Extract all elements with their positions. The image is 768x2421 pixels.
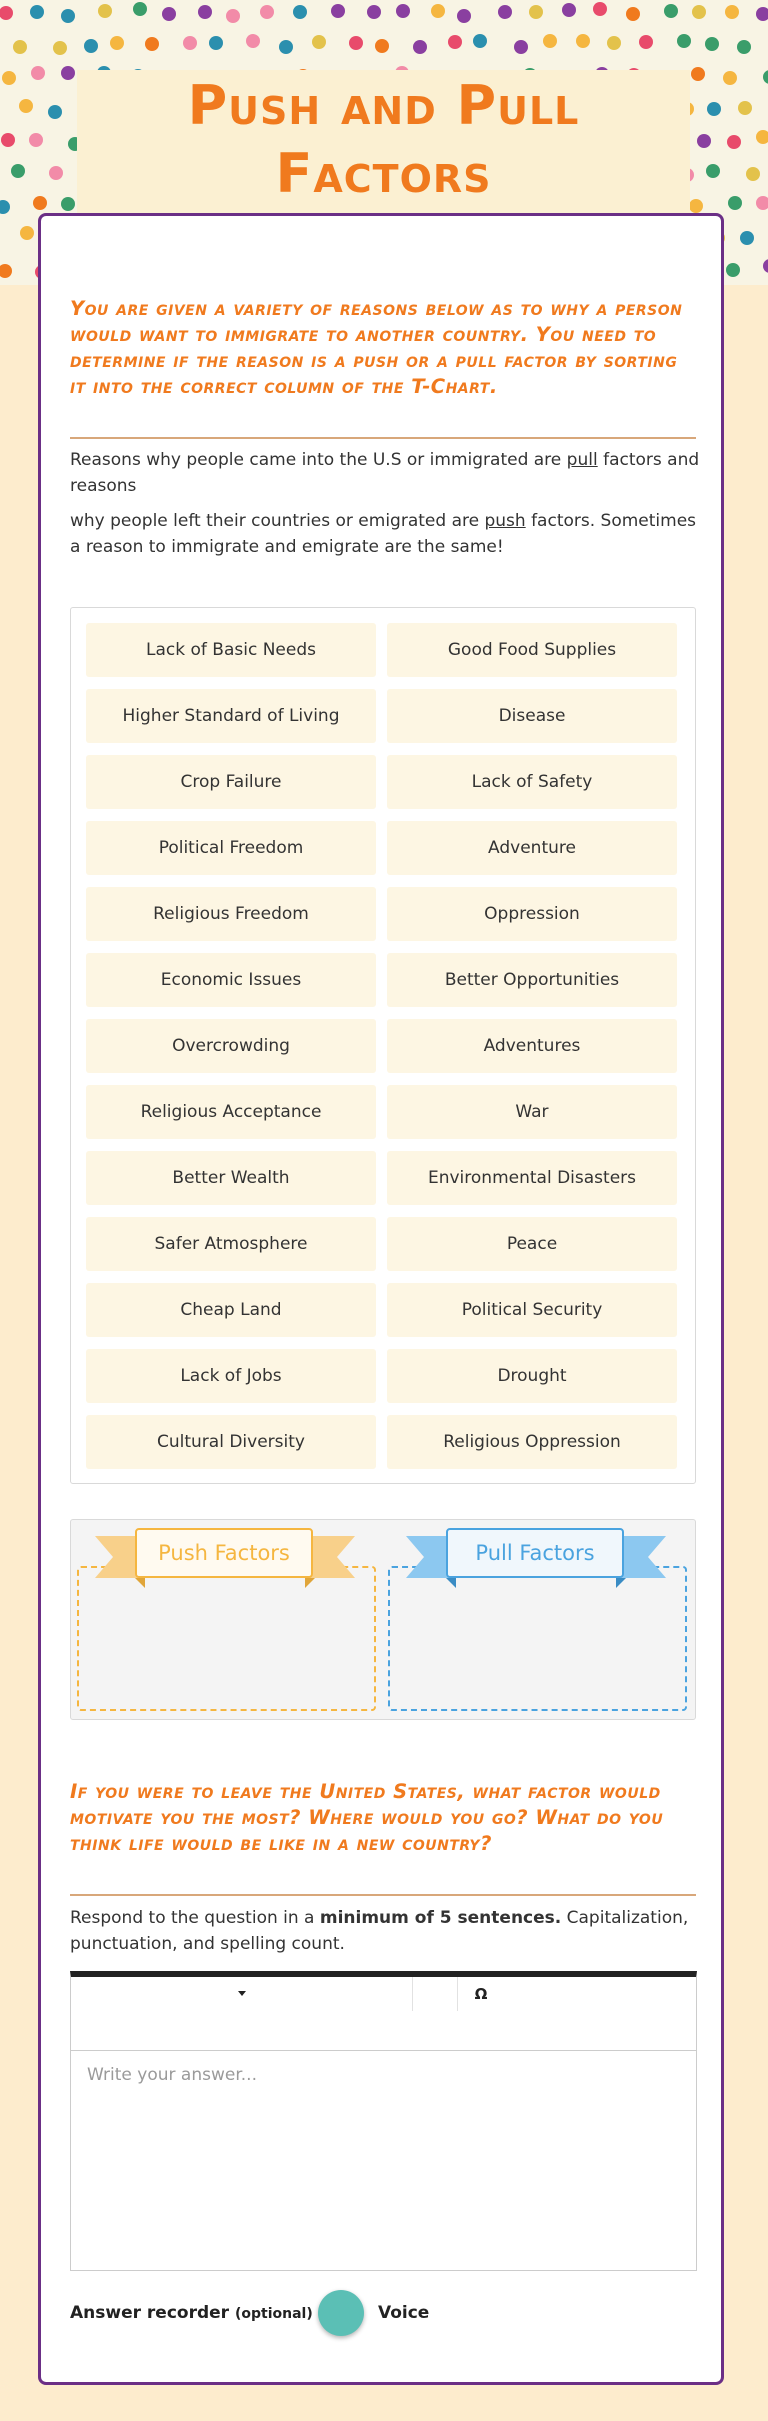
question-instructions: Respond to the question in a minimum of 5 sentences. Capitalization, punctuation, and spelling count. bbox=[70, 1908, 689, 1954]
polka-dot bbox=[431, 4, 445, 18]
polka-dot bbox=[279, 40, 293, 54]
polka-dot bbox=[20, 226, 34, 240]
draggable-reason-item[interactable]: Religious Oppression bbox=[387, 1415, 677, 1469]
draggable-reason-item[interactable]: Cultural Diversity bbox=[86, 1415, 376, 1469]
draggable-reason-item[interactable]: Higher Standard of Living bbox=[86, 689, 376, 743]
polka-dot bbox=[110, 36, 124, 50]
draggable-reason-item[interactable]: Drought bbox=[387, 1349, 677, 1403]
polka-dot bbox=[0, 200, 10, 214]
draggable-reason-item[interactable]: Religious Acceptance bbox=[86, 1085, 376, 1139]
draggable-reason-item[interactable]: Lack of Jobs bbox=[86, 1349, 376, 1403]
push-factors-label: Push Factors bbox=[135, 1528, 313, 1578]
draggable-reason-item[interactable]: Economic Issues bbox=[86, 953, 376, 1007]
sortable-items-bank bbox=[70, 607, 696, 1484]
record-voice-button[interactable] bbox=[318, 2290, 364, 2336]
toolbar-separator bbox=[457, 1977, 458, 2011]
recorder-label-group bbox=[70, 2303, 326, 2323]
answer-recorder bbox=[70, 2289, 696, 2339]
recorder-optional: (optional) bbox=[234, 2306, 313, 2322]
polka-dot bbox=[226, 9, 240, 23]
polka-dot bbox=[349, 36, 363, 50]
polka-dot bbox=[145, 37, 159, 51]
polka-dot bbox=[498, 5, 512, 19]
polka-dot bbox=[746, 167, 760, 181]
polka-dot bbox=[33, 196, 47, 210]
polka-dot bbox=[473, 34, 487, 48]
polka-dot bbox=[260, 5, 274, 19]
pull-factors-label: Pull Factors bbox=[446, 1528, 624, 1578]
polka-dot bbox=[756, 196, 768, 210]
polka-dot bbox=[607, 36, 621, 50]
polka-dot bbox=[30, 5, 44, 19]
polka-dot bbox=[312, 35, 326, 49]
polka-dot bbox=[728, 196, 742, 210]
polka-dot bbox=[2, 71, 16, 85]
polka-dot bbox=[756, 7, 768, 21]
polka-dot bbox=[293, 5, 307, 19]
polka-dot bbox=[689, 199, 703, 213]
polka-dot bbox=[756, 130, 768, 144]
polka-dot bbox=[707, 102, 721, 116]
polka-dot bbox=[13, 40, 27, 54]
polka-dot bbox=[98, 4, 112, 18]
polka-dot bbox=[61, 9, 75, 23]
editor-toolbar bbox=[70, 1971, 697, 2051]
keyword-push: push bbox=[484, 511, 526, 531]
polka-dot bbox=[375, 39, 389, 53]
instructions-heading: You are given a variety of reasons below as to why a person would want to immigrate to another country. You need to determine if the reason is a push or a pull factor by sorting it into the correct column of the T-Chart. bbox=[70, 297, 683, 398]
polka-dot bbox=[562, 3, 576, 17]
polka-dot bbox=[738, 101, 752, 115]
question-heading: If you were to leave the United States, what factor would motivate you the most? Where would you go? What do you think life would be like in a new country? bbox=[70, 1780, 664, 1855]
polka-dot bbox=[677, 34, 691, 48]
polka-dot bbox=[331, 4, 345, 18]
keyword-pull: pull bbox=[566, 450, 598, 470]
polka-dot bbox=[133, 2, 147, 16]
polka-dot bbox=[162, 7, 176, 21]
t-chart bbox=[70, 1519, 696, 1720]
polka-dot bbox=[763, 70, 768, 84]
question-divider bbox=[70, 1894, 696, 1896]
polka-dot bbox=[692, 5, 706, 19]
draggable-reason-item[interactable]: Environmental Disasters bbox=[387, 1151, 677, 1205]
draggable-reason-item[interactable]: Safer Atmosphere bbox=[86, 1217, 376, 1271]
draggable-reason-item[interactable]: Peace bbox=[387, 1217, 677, 1271]
polka-dot bbox=[0, 264, 12, 278]
caret-down-icon bbox=[237, 1991, 247, 1997]
draggable-reason-item[interactable]: Cheap Land bbox=[86, 1283, 376, 1337]
draggable-reason-item[interactable]: Adventure bbox=[387, 821, 677, 875]
polka-dot bbox=[626, 7, 640, 21]
voice-label: Voice bbox=[378, 2303, 430, 2323]
polka-dot bbox=[691, 67, 705, 81]
polka-dot bbox=[183, 36, 197, 50]
polka-dot bbox=[198, 5, 212, 19]
instructions-text-1: Reasons why people came into the U.S or immigrated are pull factors and reasons bbox=[70, 450, 700, 496]
polka-dot bbox=[396, 4, 410, 18]
toolbar-separator bbox=[412, 1977, 413, 2011]
push-factors-ribbon bbox=[95, 1526, 355, 1588]
answer-textarea[interactable] bbox=[70, 2051, 697, 2271]
polka-dot bbox=[1, 133, 15, 147]
polka-dot bbox=[31, 66, 45, 80]
polka-dot bbox=[723, 71, 737, 85]
answer-placeholder: Write your answer... bbox=[87, 2065, 257, 2085]
polka-dot bbox=[529, 5, 543, 19]
polka-dot bbox=[53, 41, 67, 55]
draggable-reason-item[interactable]: Disease bbox=[387, 689, 677, 743]
polka-dot bbox=[639, 35, 653, 49]
page-title: Push and Pull Factors bbox=[187, 74, 580, 205]
polka-dot bbox=[706, 164, 720, 178]
polka-dot bbox=[11, 164, 25, 178]
polka-dot bbox=[664, 4, 678, 18]
draggable-reason-item[interactable]: Better Opportunities bbox=[387, 953, 677, 1007]
polka-dot bbox=[705, 37, 719, 51]
polka-dot bbox=[726, 263, 740, 277]
draggable-reason-item[interactable]: Lack of Safety bbox=[387, 755, 677, 809]
polka-dot bbox=[763, 259, 768, 273]
polka-dot bbox=[514, 40, 528, 54]
polka-dot bbox=[0, 6, 13, 20]
polka-dot bbox=[725, 5, 739, 19]
polka-dot bbox=[48, 105, 62, 119]
polka-dot bbox=[593, 2, 607, 16]
draggable-reason-item[interactable]: Better Wealth bbox=[86, 1151, 376, 1205]
draggable-reason-item[interactable]: Political Freedom bbox=[86, 821, 376, 875]
pull-factors-ribbon bbox=[406, 1526, 666, 1588]
polka-dot bbox=[576, 34, 590, 48]
polka-dot bbox=[49, 166, 63, 180]
draggable-reason-item[interactable]: Good Food Supplies bbox=[387, 623, 677, 677]
special-characters-button[interactable]: Ω bbox=[474, 1985, 488, 2003]
draggable-reason-item[interactable]: Adventures bbox=[387, 1019, 677, 1073]
polka-dot bbox=[367, 5, 381, 19]
polka-dot bbox=[19, 99, 33, 113]
polka-dot bbox=[697, 134, 711, 148]
polka-dot bbox=[209, 36, 223, 50]
polka-dot bbox=[61, 66, 75, 80]
heading-divider bbox=[70, 437, 696, 439]
polka-dot bbox=[246, 34, 260, 48]
draggable-reason-item[interactable]: Crop Failure bbox=[86, 755, 376, 809]
recorder-label: Answer recorder bbox=[70, 2303, 230, 2323]
draggable-reason-item[interactable]: Overcrowding bbox=[86, 1019, 376, 1073]
polka-dot bbox=[727, 135, 741, 149]
polka-dot bbox=[740, 231, 754, 245]
polka-dot bbox=[457, 9, 471, 23]
draggable-reason-item[interactable]: War bbox=[387, 1085, 677, 1139]
polka-dot bbox=[61, 197, 75, 211]
format-dropdown[interactable] bbox=[71, 1977, 412, 2011]
instructions-text-2: why people left their countries or emigrated are push factors. Sometimes a reason to immigrate and emigrate are the same! bbox=[70, 511, 697, 557]
draggable-reason-item[interactable]: Lack of Basic Needs bbox=[86, 623, 376, 677]
polka-dot bbox=[543, 34, 557, 48]
draggable-reason-item[interactable]: Oppression bbox=[387, 887, 677, 941]
polka-dot bbox=[448, 35, 462, 49]
draggable-reason-item[interactable]: Political Security bbox=[387, 1283, 677, 1337]
polka-dot bbox=[84, 39, 98, 53]
polka-dot bbox=[29, 133, 43, 147]
polka-dot bbox=[413, 40, 427, 54]
draggable-reason-item[interactable]: Religious Freedom bbox=[86, 887, 376, 941]
polka-dot bbox=[737, 40, 751, 54]
